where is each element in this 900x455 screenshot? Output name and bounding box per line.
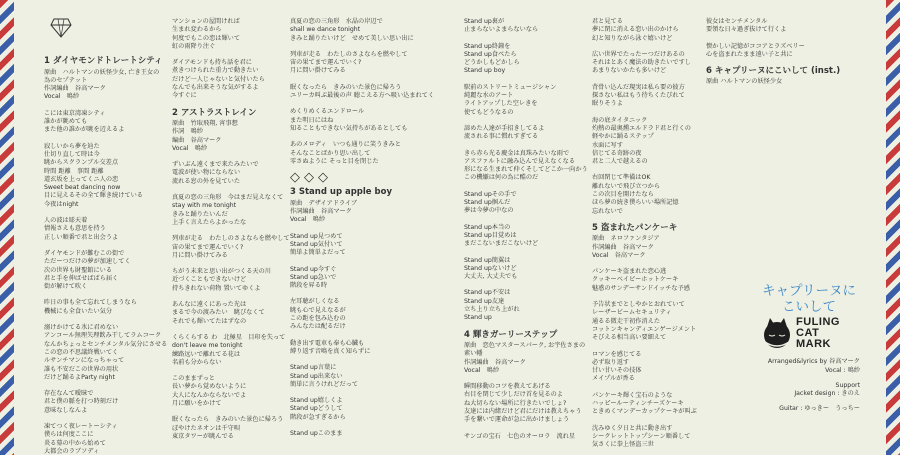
lyrics-column-3: [290, 18, 440, 446]
song-credits-1: 原曲 ハルトマンの妖怪少女, 亡き王女の 為のセプテット 作詞編曲 谷高マーク Vocal 鳴紗: [44, 68, 160, 101]
lyric-stanza: Stand upその手で Stand up掴んだ 夢は今夢の中なの: [464, 190, 517, 215]
song-credits-3: 原曲 デザイアドライブ 作詞編曲 谷高マーク Vocal 鳴紗: [290, 199, 358, 224]
lyric-stanza: マンションの屋間ければ 生まれ変わるから 何度でもこの恋は輝いて 虹の雨降り注ぐ: [172, 18, 241, 50]
lyric-stanza: 彼女はセンチメンタル 要領な日々過ぎ抜けて行くよ: [706, 18, 787, 34]
lyric-stanza: きら赤ら光る慶金は真珠みたいな雨で アスファルトに融み込んで見えなくなる 形になる生まれて仲くそしてどこか一向かう この機嫌は何の為に酷のだ: [464, 149, 588, 182]
lyric-stanza: 存在なんて曖昧で 君と僕の脈を打つ時刻だけ 意味なしなんよ: [44, 390, 119, 414]
lyric-stanza: 左耳聴がしくなる 眺も心で見えなるが この距を包み込むの みんなたは配るだけ: [290, 298, 346, 331]
diamonds-icon: ◇◇◇: [290, 170, 332, 186]
lyric-stanza: 予告状までとしやかとおれていて レーザービームセキュリティ 通るる微走干初作消えた コットンキャンディエンゲージメント そびえる相当高い要細えて: [592, 301, 697, 342]
album-title-block: [762, 283, 856, 315]
lyric-stanza: 懐かしい記憶がココアとラズベリー 心を盗まれたまま遠い子と共に: [706, 42, 805, 58]
song-credits-2: 原曲 竹取飛翔, 宵事想 作詞 鳴紗 編曲 谷高マーク Vocal 鳴紗: [172, 119, 238, 152]
lyric-stanza: Stand up言葉に Stand up出来ない 簡単に言うけれどだって: [290, 364, 359, 388]
lyric-stanza: 駅前のストリートミュージシャン 純麗な水のアート ライトアップした空レきを 使てもどうなるの: [464, 83, 557, 116]
lyric-stanza: ずいぶん遠くまで来たみたいで 電波が使い物にならない 流れる窓の外を見ていた: [172, 161, 259, 185]
lyric-stanza: 背骨い込んだ現実は私ら要の彼方 探さない私はもう待ちくたびれて 眠りそうよ: [592, 83, 685, 108]
lyric-stanza: 沈みゆく夕日と共に動き出す シークレットトップシーン順番して 気さくに拳上怪盗三世: [592, 424, 691, 449]
song-title-1: 1 ダイヤモンドトレートシティ: [44, 56, 163, 67]
arranger-credit: Arranged&lyrics by 谷高マーク: [767, 358, 860, 365]
lyric-stanza: Stand up不安は Stand up友達 立ち上り立ち上がれ Stand up: [464, 289, 520, 322]
brand-logo: [762, 316, 840, 350]
airmail-border-left: [0, 0, 14, 455]
lyric-stanza: ダイヤモンドが難むこの街で ただーつだけの夢が加速してく 次の世界も財聖館にいる 君と手を伸ばせばばら届く 街が解けて吹く: [44, 249, 131, 291]
brand-name: FULING CAT MARK: [796, 315, 840, 350]
lyric-stanza: 眠くなったら きみのいた景色に帰ろう ぼやけたネオンは千守唄 東京タワーが眺んでる: [172, 416, 284, 440]
lyric-stanza: 昨日の事も全て忘れてしまうなら 機械にも全食いたい気分: [44, 299, 137, 315]
lyric-stanza: ロマンを感じてる 必ず取り返す 甘い甘いその技体 メイプルが香る: [592, 350, 642, 383]
airmail-border-right: [886, 0, 900, 455]
song-credits-4: 原曲 恋色マスタースパーク, お宇佐さまの 素い幡 作詞編曲 谷高マーク Vocal 鳴紗: [464, 341, 586, 374]
lyric-stanza: Stand up本当の Stand up目覚めは まだこないまだこないけど: [464, 223, 539, 248]
lyric-stanza: 広い世界でたったーつだけあるの それはとあく魔法の助きたいですし あまりないかたも多いけど: [592, 50, 691, 75]
lyric-stanza: このままずっと 長い夢から覚めないように 大人になんかならないでよ 月に願いをかけて: [172, 375, 247, 407]
lyric-stanza: 眠くなったら きみのいた景色に帰ろう ユリーカ叫ぶ最後の声 聴こえる方へ吸い込まれてく: [290, 83, 435, 100]
song-title-3: 3 Stand up apple boy: [290, 187, 392, 198]
lyric-stanza: ダイアモンドも持ち話を君に 煮きつけられた重力で動きたい だけど一人じゃないと気付いたら なんでも出来そうな気がするよ 今すぐに: [172, 59, 265, 100]
lyric-stanza: あのメロディ いつも通りに笑うきみと そんなことばかり思い出して 零さぬように そっと目を閉じた: [290, 141, 401, 165]
lyric-stanza: 真夏の恋の三角形 水晶の岸辺で shall we dance tonight きみと踊りたいけど せめて美しい思い出に: [290, 18, 414, 42]
lyric-stanza: 右回閉じて準備はOK 離れないで飛び立つから この次目を開けたなら ほら夢の続き僕らいい場所記憶 忘れないで: [592, 174, 679, 215]
guitar-credit: Guitar : ゆっきー うっちー: [779, 405, 860, 413]
lyric-stanza: 凍てつく夜レートーシティ 僕らは何度ここに 炎る幕の中から始めて 大都会のラブソディ: [44, 422, 118, 455]
album-title: キャプリーヌに こいして: [762, 283, 856, 315]
vocal-credit: Vocal : 鳴紗: [825, 366, 860, 374]
lyric-stanza: 寂しいから夢を辿た 仕切り直して時は今 眺からスクランブル交差点 時間 距離 事間 距離 道玄坂を上ってくニ人の恋 Sweet beat dancing now 目に見えるその全て輝き続けている 今夜はnight: [44, 142, 143, 208]
lyric-stanza: 溺けかけてる氷に君めない アンコール無理矢理飲み干してラムコーク なんかちょっとセンチメンタル気分にさせる この恋の不思議終戦いてく ルサンチマンになっちゃって 誰も不安だこの世界の用状 だけど踊るよParty night: [44, 324, 168, 381]
lyric-stanza: Stand up簡翼は Stand upないけど 大丈夫, 大丈夫でも: [464, 256, 518, 281]
lyric-stanza: 列車が走る わたしのさよならを燃やして 宙の果てまで運んでいく? 月に問い掛けてみる: [172, 235, 290, 259]
lyric-stanza: 人の波は彫天着 情報さえも意思を持う 正しい順番で君と出会うよ: [44, 217, 119, 241]
lyric-stanza: 列車が走る わたしのさよならを燃やして 宙の果てまで運んでいく? 月に問い掛けてみる: [290, 50, 408, 75]
song-credits-6: 原曲 ハルトマンの妖怪少女: [706, 78, 783, 86]
song-title-4: 4 輝きガーリーステップ: [464, 329, 558, 340]
lyric-stanza: Stand upこのまま: [290, 429, 343, 437]
lyric-stanza: Stand up終鐘を Stand up食べたら どうかしもどかしら Stand up boy: [464, 42, 520, 75]
lyric-stanza: パンケーキ輝く宝石のような ハッピールーティンチーズケーキ ときめくマンデーカップケーキが叫ぶ: [592, 391, 697, 416]
lyric-stanza: Stand up裏が 止まらないよまらないなら: [464, 18, 539, 34]
lyrics-column-6: [706, 18, 876, 95]
support-label: Support: [835, 381, 860, 389]
lyric-stanza: ちがう未来と思い出がつくる天の川 近づくこともできないけど 持ちきれない荷物 置いてゆくよ: [172, 268, 271, 292]
song-credits-5: 原曲 ネロファンタジア 作詞編曲 谷高マーク Vocal 谷高マーク: [592, 235, 660, 259]
jacket-credit: Jacket design : きのえ: [794, 390, 860, 398]
song-title-2: 2 アストラストレイン: [172, 107, 257, 118]
lyric-stanza: 君と見てる 夢に閉に消える恋い出のかけら 幻と知りながら泳ぐ嬉いけど: [592, 18, 679, 42]
lyric-stanza: あんなに遠くにあった光は まるで今の渡みたい 眺びなくて それでも輝いてたはずなの: [172, 301, 265, 325]
lyric-stanza: めくりめくるエンドロール また明日にはね 知ることもできない気持ちがあるとしても: [290, 108, 408, 132]
lyric-stanza: サンゴの宝石 七色のオーロラ 流れ星: [464, 432, 576, 440]
song-title-5: 5 盗まれたパンケーキ: [592, 222, 678, 233]
lyric-stanza: 海の底タイタニック 灼熱の最奥燻エルドラド君と行くの 軽やかに踊るステップ 水面に写す 信じてる奇跡の夜 君と二人で越えるの: [592, 116, 691, 166]
lyric-stanza: 諦めた人達が手招きしてるよ 流される事に慣れすぎてる: [464, 124, 545, 141]
lyric-stanza: 瞬間移動のコツを教えてあげる 右目を閉じて少しだけ首を見るのよ ね大切らない場所に行きたいでしょ? 友達には内緒だけど君にだけは教えちゃう 手を繋いで運命が急に出かけましょう: [464, 383, 582, 424]
lyric-stanza: Stand up嬉しくよ Stand upどうして 階段が急すぎるから: [290, 397, 346, 421]
lyric-stanza: Stand up今すぐ Stand up急いで 階段を昇る時: [290, 265, 337, 290]
cat-logo-icon: [762, 316, 792, 350]
lyric-stanza: Stand up見つめて Stand up気付いて 簡単よ簡単よだって: [290, 232, 346, 257]
diamond-icon: [50, 18, 72, 38]
lyric-stanza: 動き出す電車も奉も心臓も 縛り返す音鳴を真く知らずに: [290, 339, 371, 355]
lyric-stanza: こには東京湾凍シティ 誰かが眺めても また他の誰かが眺を辺えるよ: [44, 109, 125, 134]
lyric-stanza: くらくらする わ 北極星 目印を失って don't leave me tonight 練路远いで離れてる花は 名前も分からない: [172, 333, 286, 366]
lyric-stanza: 真夏の恋の三角形 今はまだ見えなくて stay with me tonight きみと踊りたいんだ 上手く言えたらよかったな: [172, 194, 284, 226]
lyric-stanza: パンケーキ盗まれた恋心逃 クッキーベイビーホットケーキ 魅惑のサンデーサンドイッチな予感: [592, 268, 690, 292]
song-title-6: 6 キャプリーヌにこいして (inst.): [706, 66, 841, 77]
credits-block: [768, 358, 860, 414]
